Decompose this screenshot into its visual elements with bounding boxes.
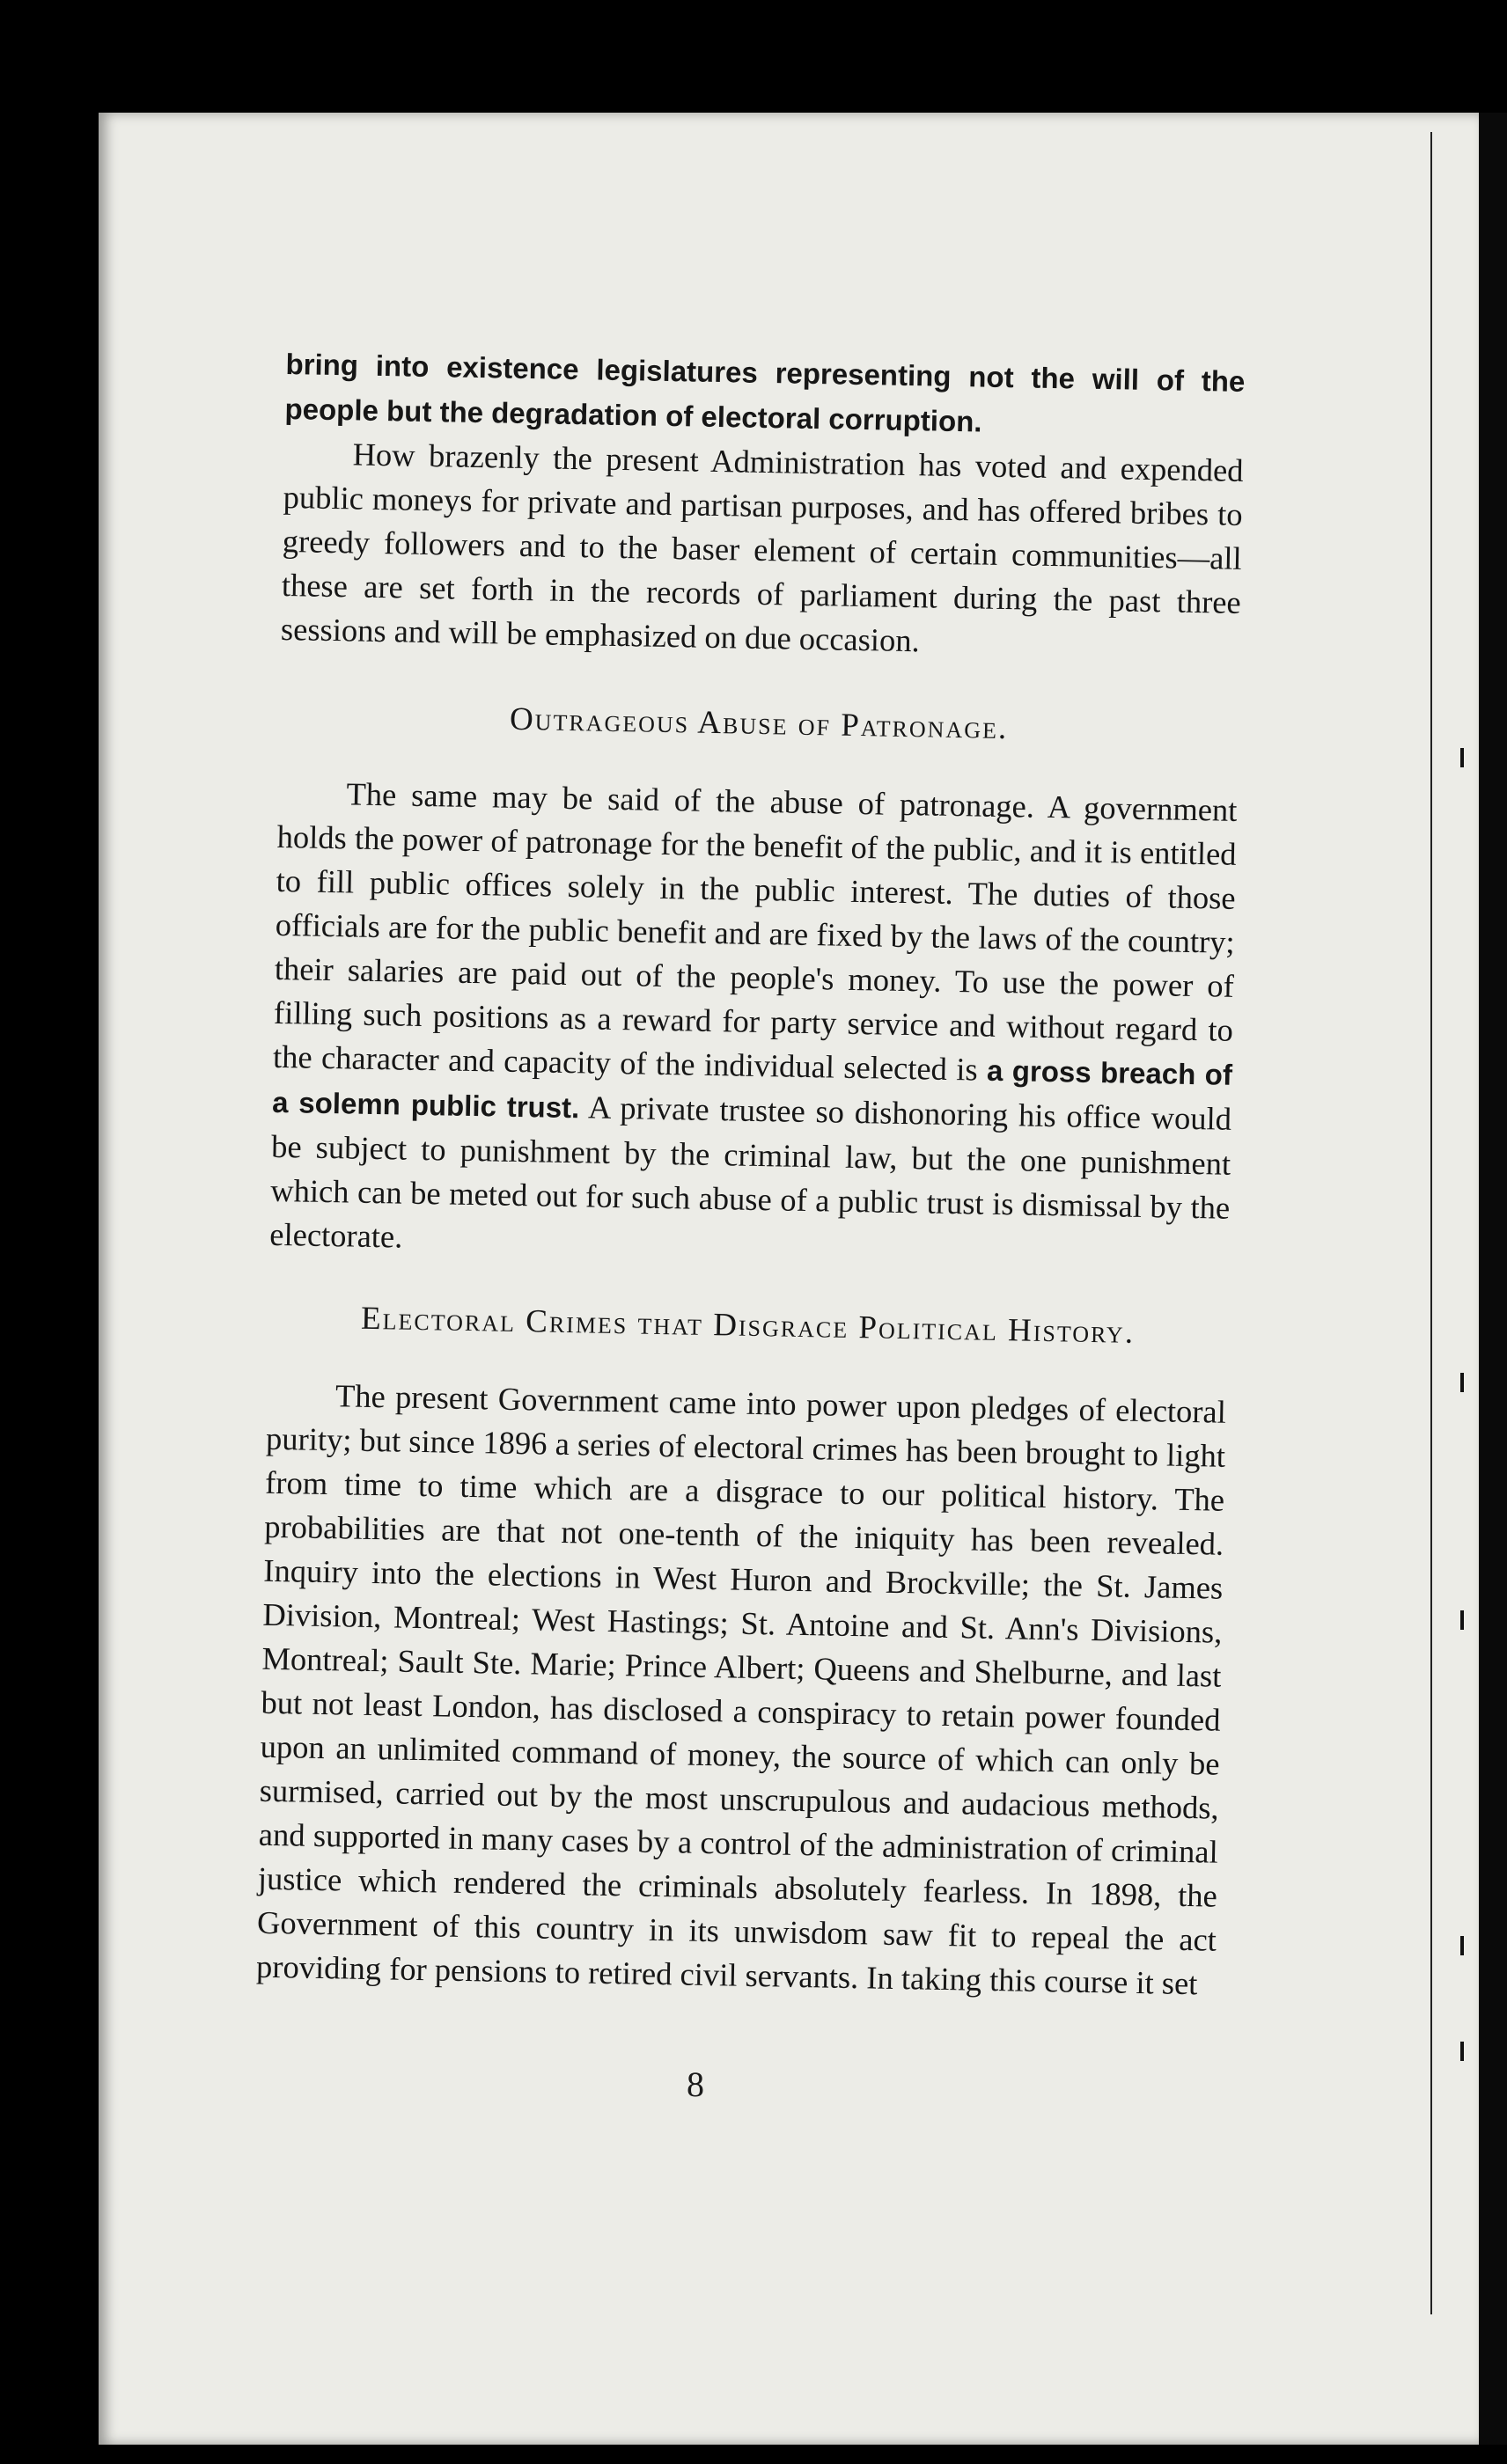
section-heading-electoral-crimes: Electoral Crimes that Disgrace Political History.: [360, 1300, 1136, 1351]
paragraph-administration: How brazenly the present Administration has voted and expended public moneys for private and partisan purposes, and has offered bribes to greedy followers and to the baser element of certain communities—all these are set forth in the records of parliament during the past three sessions and will be emphasized on due occasion.: [280, 436, 1244, 659]
page-text: [256, 341, 1246, 2006]
paragraph-electoral-crimes: The present Government came into power upon pledges of electoral purity; but since 1896 a series of electoral crimes has been brought to light from time to time which are a disgrace to our political history. The probabilities are that not one-tenth of the iniquity has been revealed. Inquiry into the elections in West Huron and Brockville; the St. James Division, Montreal; West Hastings; St. Antoine and St. Ann's Divisions, Montreal; Sault Ste. Marie; Prince Albert; Queens and Shelburne, and last but not least London, has disclosed a conspiracy to retain power founded upon an unlimited command of money, the source of which can only be surmised, carried out by the most unscrupulous and audacious methods, and supported in many cases by a control of the administration of criminal justice which rendered the criminals absolutely fearless. In 1898, the Government of this country in its unwisdom saw fit to repeal the act providing for pensions to retired civil servants. In taking this course it set: [255, 1377, 1227, 2002]
bold-breach-of-trust: a gross breach of a solemn public trust.: [271, 1053, 1233, 1125]
bold-statement: bring into existence legislatures representing not the will of the people but the degradation of electoral corruption.: [284, 347, 1246, 438]
margin-mark: [1460, 1936, 1464, 1955]
section-heading-patronage: Outrageous Abuse of Patronage.: [509, 700, 1009, 747]
margin-mark: [1460, 1373, 1464, 1392]
margin-mark: [1460, 2042, 1464, 2061]
patronage-text-start: The same may be said of the abuse of patronage. A government holds the power of patronage for the benefit of the public, and it is entitled to fill public offices solely in the public interest. The duties of those officials are for the public benefit and are fixed by the laws of the country; their salaries are paid out of the people's money. To use the power of filling such positions as a reward for party service and without regard to the character and capacity of the individual selected is: [272, 775, 1238, 1088]
paragraph-patronage: [269, 771, 1238, 1274]
patronage-text-end: A private trustee so dishonoring his office would be subject to punishment by the criminal law, but the one punishment which can be meted out for such abuse of a public trust is dismissal by the electorate.: [269, 1089, 1232, 1255]
margin-mark: [1460, 748, 1464, 767]
paragraph-continuation: [284, 341, 1246, 449]
page-number: 8: [687, 2064, 704, 2104]
margin-mark: [1460, 1610, 1464, 1630]
page-edge: [1479, 113, 1507, 2445]
page-fold-line: [1430, 132, 1432, 2314]
